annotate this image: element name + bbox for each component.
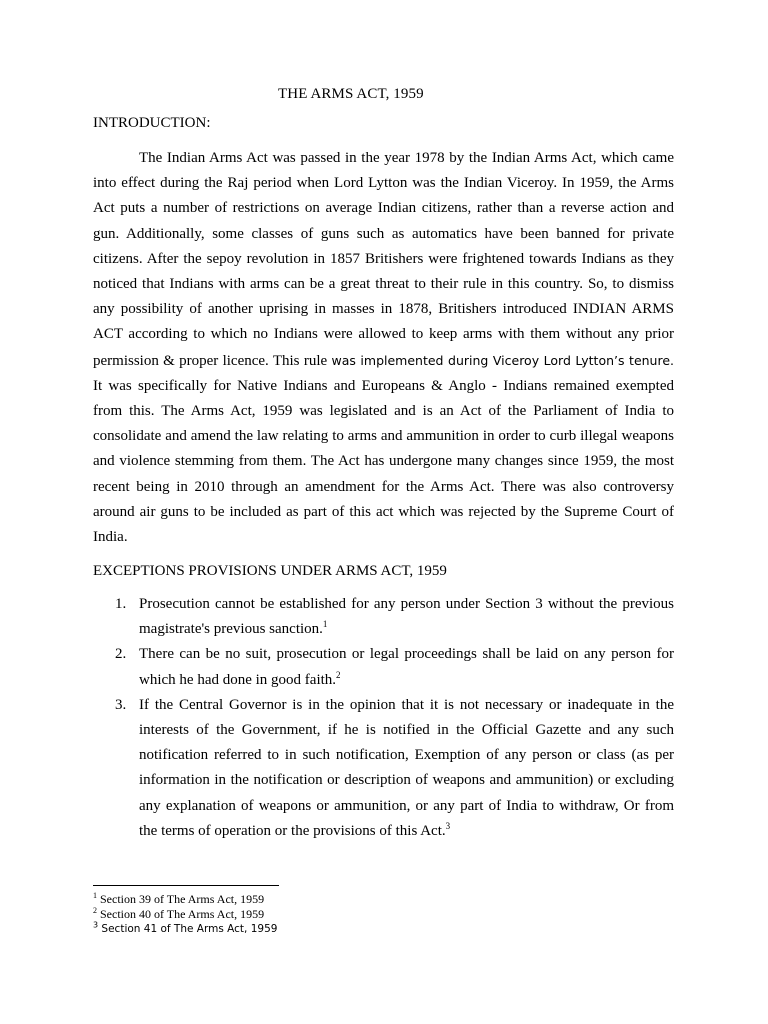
- introduction-text-part2: was implemented during Viceroy Lord Lytton’s tenure.: [331, 352, 675, 368]
- introduction-heading: INTRODUCTION:: [93, 115, 211, 131]
- footnote-reference: 1: [322, 619, 328, 630]
- footnote-2: [93, 907, 277, 922]
- list-item-text: There can be no suit, prosecution or legal proceedings shall be laid on any person for which he had done in good faith.: [139, 646, 674, 688]
- list-item: [93, 592, 674, 642]
- footnote-3: [93, 922, 277, 937]
- list-item: [93, 693, 674, 844]
- introduction-paragraph: [93, 146, 674, 550]
- list-item: [93, 642, 674, 692]
- footnote-mark: 2: [93, 906, 97, 915]
- provisions-list: [93, 592, 674, 844]
- footnote-text: Section 39 of The Arms Act, 1959: [97, 892, 265, 906]
- introduction-text-part3: It was specifically for Native Indians and Europeans & Anglo - Indians remained exempted from this. The Arms Act, 1959 was legislated and is an Act of the Parliament of India to consolidate and amend the law relating to arms and ammunition in order to curb illegal weapons and violence stemming from them. The Act has undergone many changes since 1959, the most recent being in 2010 through an amendment for the Arms Act. There was also controversy around air guns to be included as part of this act which was rejected by the Supreme Court of India.: [93, 377, 674, 546]
- introduction-text-part1: The Indian Arms Act was passed in the year 1978 by the Indian Arms Act, which came into effect during the Raj period when Lord Lytton was the Indian Viceroy. In 1959, the Arms Act puts a number of restrictions on average Indian citizens, rather than a reverse action and gun. Additionally, some classes of guns such as automatics have been banned for private citizens. After the sepoy revolution in 1857 Britishers were frightened towards Indians as they noticed that Indians with arms can be a great threat to their rule in this country. So, to dismiss any possibility of another uprising in masses in 1878, Britishers introduced INDIAN ARMS ACT according to which no Indians were allowed to keep arms with them without any prior permission & proper licence. This rule: [93, 150, 674, 369]
- exceptions-heading: EXCEPTIONS PROVISIONS UNDER ARMS ACT, 1959: [93, 563, 447, 579]
- footnote-reference: 2: [336, 669, 341, 680]
- list-item-number: 3.: [115, 696, 127, 713]
- footnotes: [93, 892, 277, 937]
- list-item-text: Prosecution cannot be established for any person under Section 3 without the previous magistrate's previous sanction.: [139, 596, 674, 638]
- list-item-number: 1.: [115, 596, 127, 612]
- footnote-mark: 3: [93, 920, 99, 930]
- footnote-text: Section 41 of The Arms Act, 1959: [98, 923, 278, 935]
- footnote-text: Section 40 of The Arms Act, 1959: [97, 907, 265, 921]
- footnote-1: [93, 892, 277, 907]
- footnote-reference: 3: [445, 820, 451, 831]
- footnote-separator: [93, 885, 279, 886]
- list-item-text: If the Central Governor is in the opinion that it is not necessary or inadequate in the interests of the Government, if he is notified in the Official Gazette and any such notification referred to in such notification, Exemption of any person or class (as per information in the notification or description of weapons and ammunition) or excluding any explanation of weapons or ammunition, or any part of India to withdraw, Or from the terms of operation or the provisions of this Act.: [139, 696, 674, 839]
- document-title: THE ARMS ACT, 1959: [278, 86, 424, 102]
- footnote-mark: 1: [93, 891, 97, 900]
- list-item-number: 2.: [115, 646, 127, 663]
